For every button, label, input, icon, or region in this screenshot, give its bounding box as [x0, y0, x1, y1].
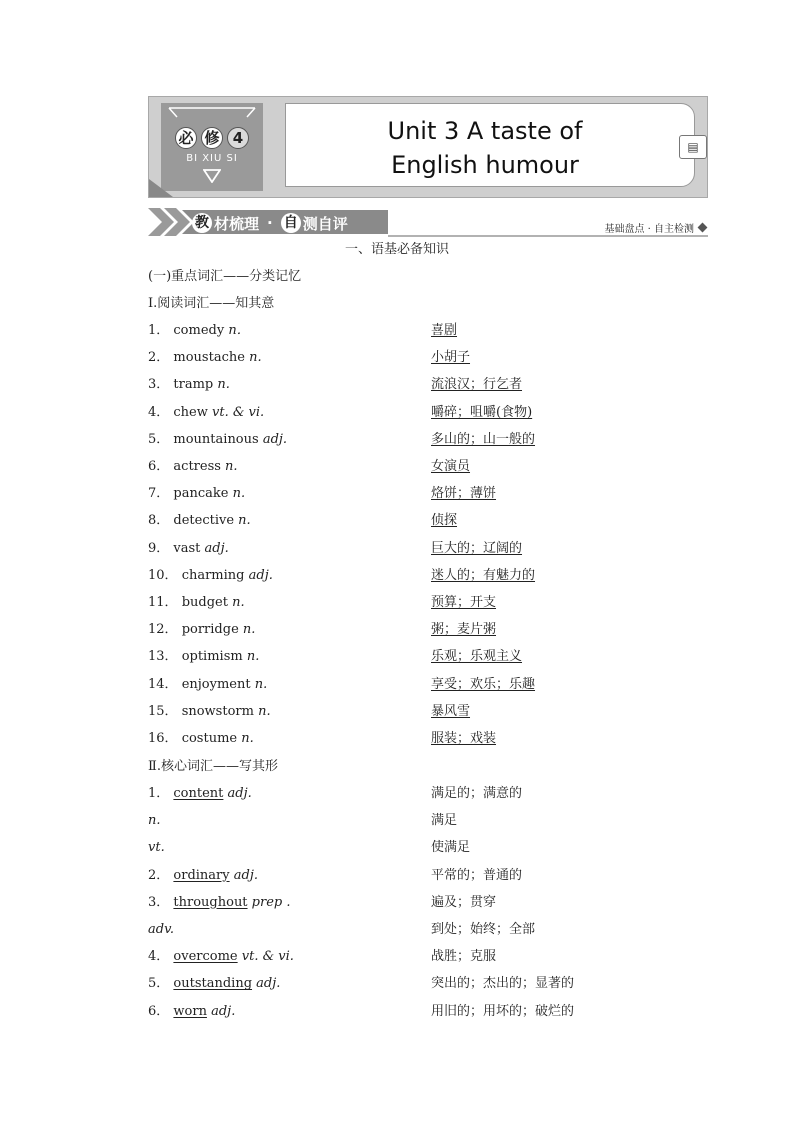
vocab-entry — [148, 974, 708, 994]
badge-char: 修 — [201, 127, 223, 149]
vocab-word: vast — [173, 540, 201, 556]
vocab-entry — [148, 566, 708, 586]
vocab-english — [148, 675, 267, 695]
vocab-meaning: 预算；开支 — [431, 595, 497, 610]
vocab-meaning: 迷人的；有魅力的 — [431, 567, 536, 583]
vocab-word: costume — [181, 731, 238, 746]
vocab-entry — [148, 947, 708, 967]
vocab-entry — [148, 920, 708, 940]
vocab-english — [148, 647, 259, 667]
vocab-word: snowstorm — [181, 703, 254, 719]
part-of-speech: n． — [224, 323, 250, 338]
entry-number: 2． — [148, 867, 174, 883]
badge-arrows-decoration — [167, 105, 257, 119]
part-of-speech: n. — [227, 595, 245, 610]
vocab-english — [148, 838, 165, 858]
part-of-speech: n. — [242, 649, 260, 665]
badge-pinyin: BI XIU SI — [186, 153, 238, 164]
part-of-speech: adj. — [229, 867, 258, 883]
vocab-entry — [148, 702, 708, 722]
vocab-meaning: 战胜；克服 — [431, 949, 497, 965]
entry-number: 9． — [148, 540, 174, 556]
part-of-speech: n. — [250, 676, 268, 692]
vocab-english — [148, 539, 229, 559]
vocab-entry — [148, 348, 708, 368]
vocab-meaning: 喜剧 — [431, 323, 458, 338]
vocab-word: content — [173, 786, 224, 801]
part-of-speech: n. — [148, 813, 161, 829]
vocab-meaning: 到处；始终；全部 — [431, 922, 536, 937]
part-of-speech: adj. — [252, 976, 281, 992]
section-title-dot: · — [267, 214, 273, 232]
vocab-word: enjoyment — [181, 676, 251, 692]
vocab-word: worn — [173, 1003, 207, 1019]
vocab-entry — [148, 430, 708, 450]
part-of-speech: adj. — [206, 1003, 236, 1019]
entry-number: 1． — [148, 786, 174, 801]
entry-number: 2． — [148, 350, 174, 366]
entry-number: 4． — [148, 404, 174, 420]
entry-number: 6． — [148, 459, 174, 474]
vocab-word: actress — [173, 459, 221, 474]
vocab-english — [148, 321, 250, 341]
vocab-entry — [148, 593, 708, 613]
entry-number: 13． — [148, 649, 182, 665]
section-title-char: 自 — [281, 213, 301, 233]
part-of-speech: adj. — [244, 567, 273, 583]
badge-characters — [161, 127, 263, 149]
vocab-entry — [148, 511, 708, 531]
vocab-english — [148, 484, 245, 504]
vocab-english — [148, 784, 252, 804]
part-of-speech: adv. — [148, 922, 175, 937]
part1-title: Ⅰ.阅读词汇——知其意 — [148, 296, 275, 311]
part-of-speech: prep . — [247, 894, 291, 910]
part-of-speech: n. — [220, 459, 238, 474]
part-of-speech: n. — [253, 703, 271, 719]
vocab-english — [148, 702, 271, 722]
vocab-meaning: 小胡子 — [431, 350, 471, 366]
vocab-meaning: 使满足 — [431, 840, 471, 856]
vocab-english — [148, 511, 251, 531]
vocab-english — [148, 620, 255, 640]
entry-number: 3． — [148, 894, 174, 910]
vocab-word: budget — [181, 595, 228, 610]
book-icon: ▤ — [679, 135, 707, 159]
vocab-word: throughout — [173, 894, 248, 910]
badge-char: 4 — [227, 127, 249, 149]
vocab-word: mountainous — [173, 431, 259, 447]
part-of-speech: vt. & vi. — [237, 949, 294, 965]
vocab-entry — [148, 866, 708, 886]
vocab-meaning: 粥；麦片粥 — [431, 622, 497, 638]
part-of-speech: n. — [237, 731, 254, 746]
section-title-text: 测自评 — [302, 214, 348, 233]
vocab-english — [148, 974, 280, 994]
unit-title-line1: Unit 3 A taste of — [387, 117, 583, 145]
entry-number: 5． — [148, 431, 174, 447]
corner-fold-icon — [149, 179, 173, 197]
part-of-speech: n. — [213, 377, 230, 393]
book-badge — [161, 103, 263, 191]
badge-char: 必 — [175, 127, 197, 149]
subheading-vocab: (一)重点词汇——分类记忆 — [148, 269, 302, 284]
vocab-entry — [148, 403, 708, 423]
entry-number: 4． — [148, 949, 174, 965]
vocab-word: comedy — [173, 323, 225, 338]
section-title-char: 教 — [192, 213, 212, 233]
entry-number: 14． — [148, 676, 182, 692]
vocab-entry — [148, 539, 708, 559]
vocab-meaning: 乐观；乐观主义 — [431, 649, 523, 665]
vocab-word: overcome — [173, 949, 238, 965]
vocab-meaning: 暴风雪 — [431, 703, 471, 719]
section-subtitle: 基础盘点 · 自主检测 — [604, 224, 694, 235]
vocab-word: charming — [181, 567, 245, 583]
vocab-english — [148, 1002, 235, 1022]
vocab-english — [148, 920, 174, 940]
section-bar — [148, 206, 708, 238]
vocab-english — [148, 348, 262, 368]
vocab-meaning: 满足的；满意的 — [431, 786, 523, 801]
vocab-entry — [148, 457, 708, 477]
part-of-speech: adj. — [258, 431, 288, 447]
vocab-meaning: 侦探 — [431, 513, 458, 529]
vocab-entry — [148, 1002, 708, 1022]
part-of-speech: n. — [238, 622, 256, 638]
vocab-meaning: 用旧的；用坏的；破烂的 — [431, 1003, 575, 1019]
entry-number: 6． — [148, 1003, 174, 1019]
vocab-meaning: 嚼碎；咀嚼(食物) — [431, 404, 533, 420]
vocab-english — [148, 947, 294, 967]
unit-banner — [148, 96, 708, 198]
vocab-entry — [148, 620, 708, 640]
vocab-english — [148, 593, 245, 613]
vocab-english — [148, 566, 273, 586]
vocab-entry — [148, 838, 708, 858]
vocab-entry — [148, 675, 708, 695]
section-title-text: 材梳理 — [214, 214, 260, 233]
vocab-word: pancake — [173, 486, 229, 502]
vocab-english — [148, 893, 291, 913]
part-of-speech: vt. & vi. — [207, 404, 265, 420]
part-of-speech: n. — [234, 513, 251, 529]
vocab-meaning: 服装；戏装 — [431, 731, 497, 746]
part-of-speech: adj. — [223, 786, 252, 801]
vocab-english — [148, 375, 230, 395]
vocab-entry — [148, 893, 708, 913]
vocab-meaning: 女演员 — [431, 459, 471, 474]
entry-number: 1． — [148, 323, 174, 338]
vocab-meaning: 流浪汉；行乞者 — [431, 377, 523, 393]
vocab-meaning: 巨大的；辽阔的 — [431, 540, 523, 556]
vocab-meaning: 突出的；杰出的；显著的 — [431, 976, 575, 992]
vocab-word: ordinary — [173, 867, 230, 883]
vocab-meaning: 多山的；山一般的 — [431, 431, 536, 447]
entry-number: 10． — [148, 567, 182, 583]
entry-number: 12． — [148, 622, 182, 638]
vocab-entry — [148, 484, 708, 504]
vocab-english — [148, 866, 258, 886]
vocab-word: optimism — [181, 649, 243, 665]
vocab-english — [148, 729, 254, 749]
part-of-speech: n. — [228, 486, 246, 502]
vocab-entry — [148, 321, 708, 341]
vocab-meaning: 烙饼；薄饼 — [431, 486, 497, 502]
vocab-word: tramp — [173, 377, 214, 393]
entry-number: 3． — [148, 377, 174, 393]
vocab-english — [148, 403, 264, 423]
vocab-entry — [148, 647, 708, 667]
vocab-english — [148, 430, 287, 450]
entry-number: 11． — [148, 595, 182, 610]
vocab-word: detective — [173, 513, 235, 529]
vocab-entry — [148, 729, 708, 749]
unit-title — [285, 103, 695, 187]
entry-number: 7． — [148, 486, 174, 502]
entry-number: 15． — [148, 703, 182, 719]
entry-number: 16． — [148, 731, 182, 746]
vocab-meaning: 平常的；普通的 — [431, 867, 523, 883]
vocab-word: moustache — [173, 350, 245, 366]
vocab-meaning: 遍及；贯穿 — [431, 894, 497, 910]
vocab-word: outstanding — [173, 976, 253, 992]
part2-title: Ⅱ.核心词汇——写其形 — [148, 759, 278, 774]
section-title — [192, 212, 348, 234]
page-heading: 一、语基必备知识 — [344, 242, 449, 257]
vocab-entry — [148, 784, 708, 804]
vocab-word: chew — [173, 404, 208, 420]
vocab-english — [148, 457, 238, 477]
unit-title-line2: English humour — [391, 151, 579, 179]
vocab-english — [148, 811, 161, 831]
vocab-meaning: 满足 — [431, 813, 458, 829]
vocab-word: porridge — [181, 622, 239, 638]
part-of-speech: vt. — [148, 840, 165, 856]
triangle-down-icon — [203, 169, 221, 183]
entry-number: 5． — [148, 976, 174, 992]
vocab-entry — [148, 375, 708, 395]
part-of-speech: n. — [244, 350, 262, 366]
vocab-meaning: 享受；欢乐；乐趣 — [431, 676, 536, 692]
vocab-entry — [148, 811, 708, 831]
entry-number: 8． — [148, 513, 174, 529]
part-of-speech: adj. — [200, 540, 229, 556]
